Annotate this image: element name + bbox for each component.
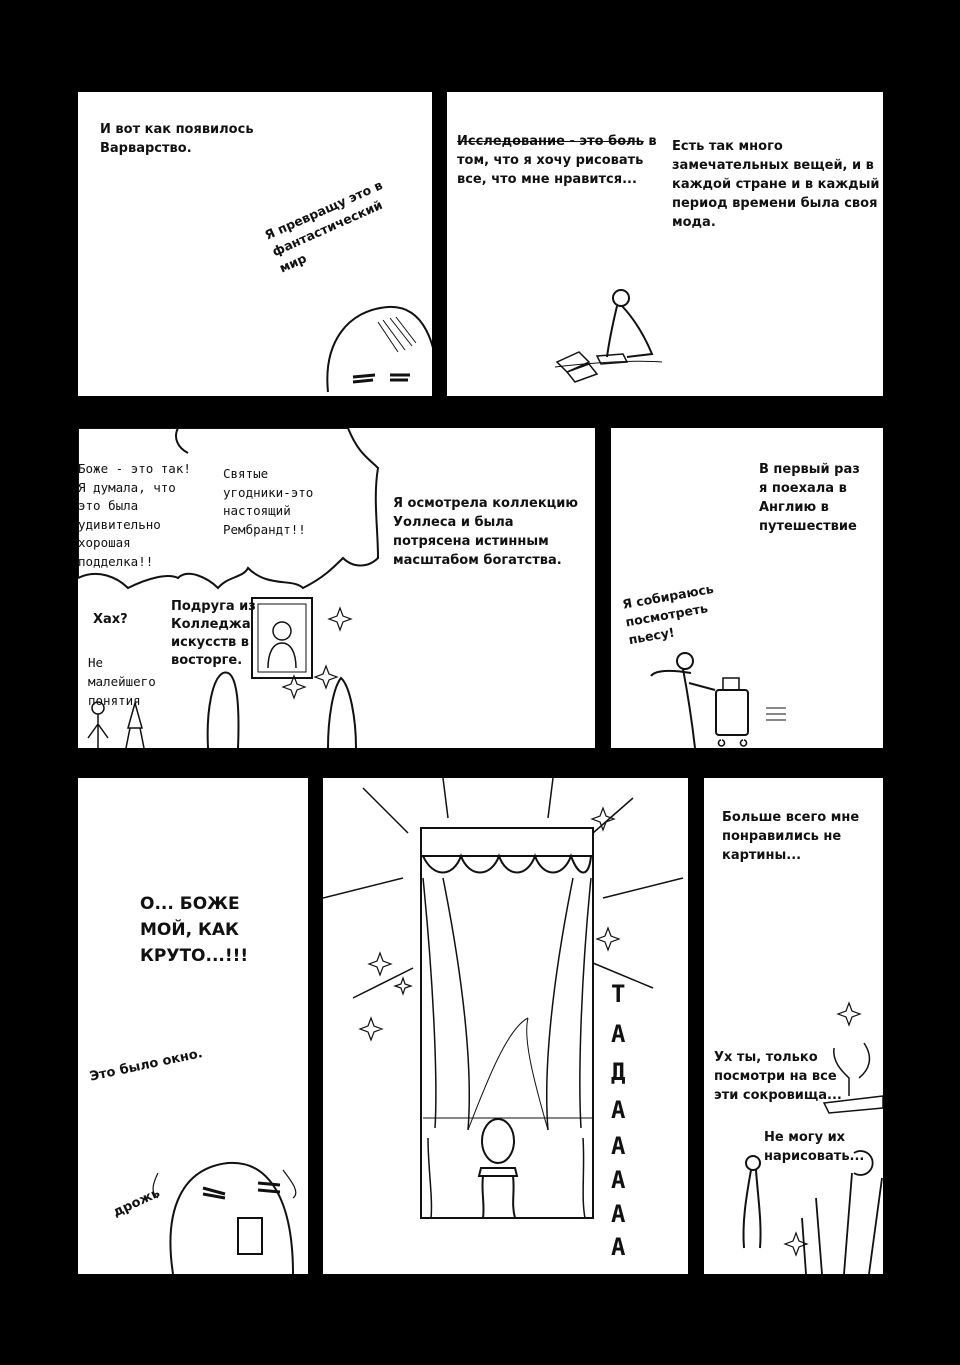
panel7-speech2: Не могу их нарисовать... (764, 1130, 865, 1164)
panel-5 (78, 778, 308, 1274)
tada-sfx-1: А (611, 1020, 626, 1048)
tada-sfx-5: А (611, 1166, 626, 1194)
panel7-speech1: Ух ты, только посмотри на все эти сокровища... (714, 1050, 842, 1103)
panel2-text-cont: в том, что я хочу рисовать все, что мне нравится... (457, 134, 657, 187)
panel1-face-art (78, 92, 432, 396)
panel3-no-idea: Не малейшего понятия (88, 655, 156, 708)
panel5-window: Это было окно. (88, 1046, 204, 1085)
tada-sfx-7: А (611, 1233, 626, 1261)
panel-4 (611, 428, 883, 748)
panel1-narration: И вот как появилось Варварство. (100, 122, 254, 156)
tada-sfx-0: Т (611, 980, 626, 1008)
panel6-window-art (323, 778, 688, 1274)
panel-3 (78, 428, 595, 748)
panel-6 (323, 778, 688, 1274)
panel3-friend: Подруга из Колледжа искусств в восторге. (171, 599, 256, 668)
panel3-cloud2-text: Святые угодники-это настоящий Рембрандт!! (223, 466, 314, 537)
panel5-shiver: дрожь (110, 1185, 163, 1221)
panel3-narration: Я осмотрела коллекцию Уоллеса и была потрясена истинным масштабом богатства. (393, 496, 579, 568)
panel-1 (78, 92, 432, 396)
panel4-narration: В первый раз я поехала в Англию в путешествие (759, 462, 860, 534)
panel4-traveler-art (611, 428, 883, 748)
panel5-exclaim: О... БОЖЕ МОЙ, КАК КРУТО...!!! (140, 894, 249, 966)
panel7-narration: Больше всего мне понравились не картины... (722, 810, 860, 863)
panel7-treasures-art (704, 778, 883, 1274)
tada-sfx-4: А (611, 1132, 626, 1160)
panel3-huh: Хах? (93, 612, 128, 627)
tada-sfx-6: А (611, 1200, 626, 1228)
tada-sfx-3: А (611, 1096, 626, 1124)
panel4-speech: Я собираюсь посмотреть пьесу! (621, 580, 715, 648)
panel5-face-art (78, 778, 308, 1274)
tada-sfx-2: Д (611, 1058, 626, 1086)
panel-7 (704, 778, 883, 1274)
panel-2 (447, 92, 883, 396)
panel1-speech: Я превращу это в фантастический мир (262, 177, 385, 276)
panel3-cloud1-text: Боже - это так! Я думала, что это была удивительно хорошая подделка!! (78, 461, 191, 569)
panel2-narration: Есть так много замечательных вещей, и в каждой стране и в каждый период времени была своя мода. (672, 139, 880, 230)
panel2-figure-art (447, 92, 883, 396)
panel2-struck-text: Исследование - это боль (457, 134, 644, 149)
